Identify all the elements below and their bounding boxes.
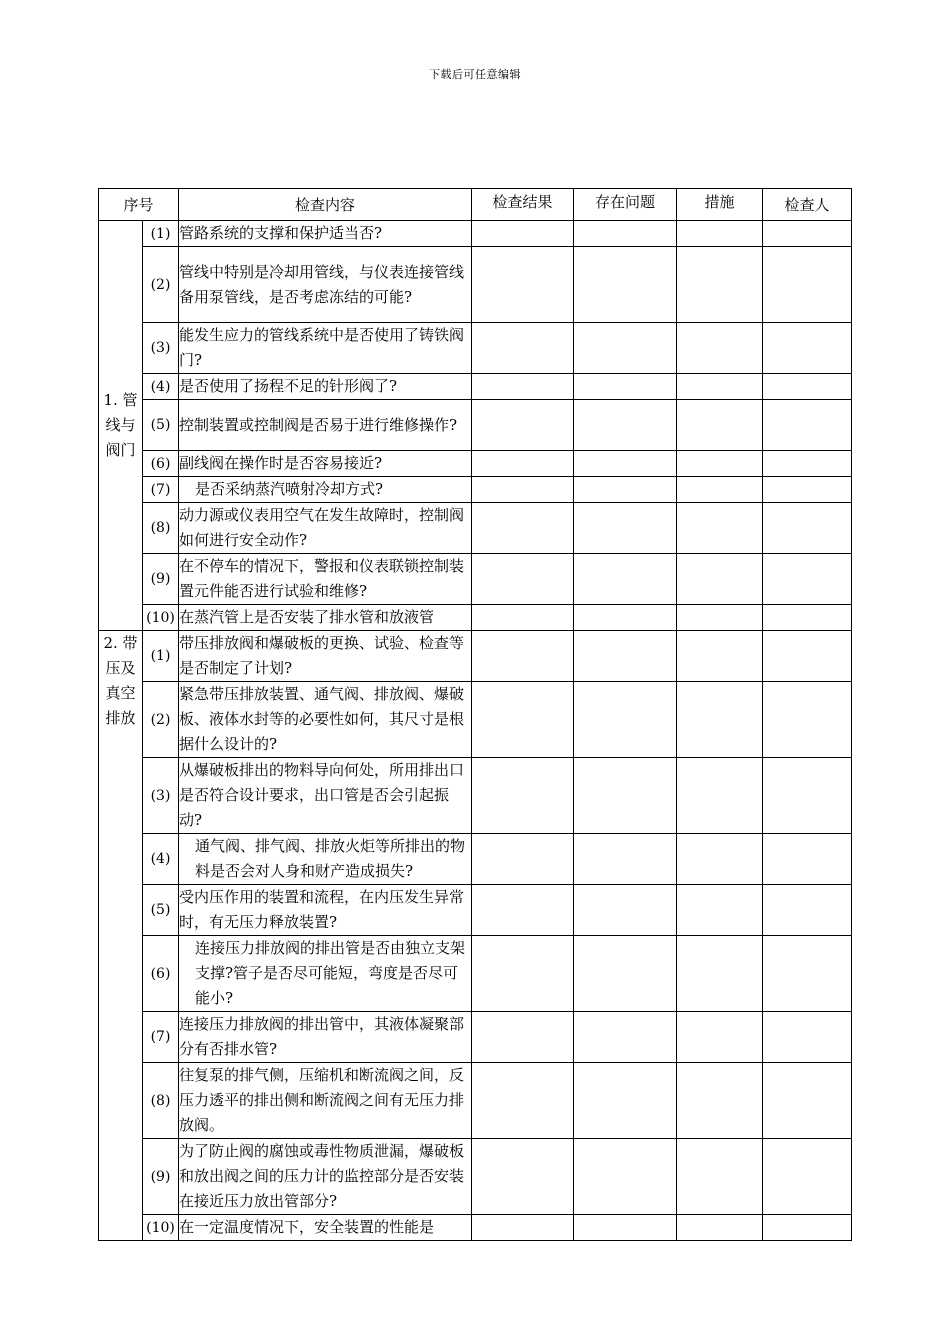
inspector-cell [763,323,852,374]
table-row [99,885,852,936]
table-row [99,503,852,554]
problem-cell [574,221,677,247]
problem-cell [574,503,677,554]
item-number: (3) [143,323,179,374]
item-content: 动力源或仪表用空气在发生故障时，控制阀如何进行安全动作? [179,503,472,554]
section-title-2: 2. 带压及真空排放 [99,631,143,1241]
result-cell [472,247,574,323]
inspector-cell [763,631,852,682]
inspector-cell [763,400,852,451]
item-number: (4) [143,374,179,400]
problem-cell [574,1215,677,1241]
item-number: (1) [143,631,179,682]
item-number: (10) [143,605,179,631]
measure-cell [677,834,763,885]
measure-cell [677,374,763,400]
header-seq: 序号 [99,189,179,221]
result-cell [472,1139,574,1215]
item-content: 控制装置或控制阀是否易于进行维修操作? [179,400,472,451]
item-number: (6) [143,936,179,1012]
header-inspector: 检查人 [763,189,852,221]
table-row [99,554,852,605]
measure-cell [677,247,763,323]
result-cell [472,1063,574,1139]
measure-cell [677,221,763,247]
measure-cell [677,1139,763,1215]
item-content: 在一定温度情况下，安全装置的性能是 [179,1215,472,1241]
item-number: (8) [143,1063,179,1139]
item-content: 管线中特别是冷却用管线，与仪表连接管线备用泵管线，是否考虑冻结的可能? [179,247,472,323]
measure-cell [677,1012,763,1063]
result-cell [472,374,574,400]
item-content: 副线阀在操作时是否容易接近? [179,451,472,477]
result-cell [472,936,574,1012]
problem-cell [574,834,677,885]
item-content: 受内压作用的装置和流程，在内压发生异常时，有无压力释放装置? [179,885,472,936]
item-content: 是否使用了扬程不足的针形阀了? [179,374,472,400]
item-number: (10) [143,1215,179,1241]
item-content: 带压排放阀和爆破板的更换、试验、检查等是否制定了计划? [179,631,472,682]
measure-cell [677,451,763,477]
item-number: (7) [143,1012,179,1063]
table-row [99,1215,852,1241]
item-number: (9) [143,1139,179,1215]
item-content: 通气阀、排气阀、排放火炬等所排出的物料是否会对人身和财产造成损失? [179,834,472,885]
inspector-cell [763,477,852,503]
inspector-cell [763,247,852,323]
measure-cell [677,885,763,936]
table-row [99,936,852,1012]
table-row [99,758,852,834]
problem-cell [574,451,677,477]
table-row [99,1063,852,1139]
table-row [99,605,852,631]
result-cell [472,885,574,936]
item-content: 为了防止阀的腐蚀或毒性物质泄漏，爆破板和放出阀之间的压力计的监控部分是否安装在接近压力放出管部分? [179,1139,472,1215]
problem-cell [574,554,677,605]
inspector-cell [763,1139,852,1215]
table-row [99,374,852,400]
table-row [99,451,852,477]
result-cell [472,1215,574,1241]
measure-cell [677,1215,763,1241]
result-cell [472,451,574,477]
table-header-row [99,189,852,221]
table-row [99,247,852,323]
item-number: (1) [143,221,179,247]
result-cell [472,554,574,605]
result-cell [472,323,574,374]
inspector-cell [763,936,852,1012]
problem-cell [574,758,677,834]
inspector-cell [763,758,852,834]
inspector-cell [763,682,852,758]
problem-cell [574,1012,677,1063]
problem-cell [574,1063,677,1139]
result-cell [472,477,574,503]
result-cell [472,758,574,834]
page-header-note: 下载后可任意编辑 [429,68,521,81]
item-number: (3) [143,758,179,834]
item-content: 紧急带压排放装置、通气阀、排放阀、爆破板、液体水封等的必要性如何，其尺寸是根据什么设计的? [179,682,472,758]
header-result: 检查结果 [472,189,574,221]
table-row [99,1139,852,1215]
inspector-cell [763,1063,852,1139]
result-cell [472,605,574,631]
inspection-checklist-table [98,188,852,1241]
inspector-cell [763,221,852,247]
item-content: 能发生应力的管线系统中是否使用了铸铁阀门? [179,323,472,374]
result-cell [472,1012,574,1063]
item-number: (7) [143,477,179,503]
inspector-cell [763,1215,852,1241]
problem-cell [574,477,677,503]
measure-cell [677,477,763,503]
problem-cell [574,605,677,631]
item-number: (9) [143,554,179,605]
item-number: (5) [143,400,179,451]
item-number: (5) [143,885,179,936]
problem-cell [574,1139,677,1215]
inspector-cell [763,1012,852,1063]
table-row [99,1012,852,1063]
table-row [99,400,852,451]
item-content: 从爆破板排出的物料导向何处，所用排出口是否符合设计要求，出口管是否会引起振动? [179,758,472,834]
item-number: (4) [143,834,179,885]
item-content: 往复泵的排气侧，压缩机和断流阀之间，反压力透平的排出侧和断流阀之间有无压力排放阀。 [179,1063,472,1139]
problem-cell [574,885,677,936]
result-cell [472,400,574,451]
item-number: (8) [143,503,179,554]
result-cell [472,631,574,682]
table-row [99,834,852,885]
measure-cell [677,605,763,631]
result-cell [472,834,574,885]
measure-cell [677,758,763,834]
measure-cell [677,503,763,554]
problem-cell [574,323,677,374]
measure-cell [677,400,763,451]
inspector-cell [763,885,852,936]
problem-cell [574,400,677,451]
inspector-cell [763,451,852,477]
problem-cell [574,374,677,400]
measure-cell [677,631,763,682]
measure-cell [677,554,763,605]
table-row [99,323,852,374]
item-content: 连接压力排放阀的排出管是否由独立支架支撑?管子是否尽可能短，弯度是否尽可能小? [179,936,472,1012]
measure-cell [677,1063,763,1139]
item-number: (2) [143,682,179,758]
item-content: 是否采纳蒸汽喷射冷却方式? [179,477,472,503]
problem-cell [574,682,677,758]
problem-cell [574,247,677,323]
table-row [99,631,852,682]
result-cell [472,682,574,758]
inspector-cell [763,503,852,554]
item-content: 管路系统的支撑和保护适当否? [179,221,472,247]
result-cell [472,221,574,247]
measure-cell [677,936,763,1012]
header-problem: 存在问题 [574,189,677,221]
problem-cell [574,631,677,682]
problem-cell [574,936,677,1012]
header-content: 检查内容 [179,189,472,221]
measure-cell [677,682,763,758]
inspector-cell [763,554,852,605]
inspector-cell [763,605,852,631]
item-content: 在不停车的情况下，警报和仪表联锁控制装置元件能否进行试验和维修? [179,554,472,605]
item-number: (2) [143,247,179,323]
item-content: 连接压力排放阀的排出管中，其液体凝聚部分有否排水管? [179,1012,472,1063]
section-title-1: 1. 管线与阀门 [99,221,143,631]
inspector-cell [763,374,852,400]
item-content: 在蒸汽管上是否安装了排水管和放液管 [179,605,472,631]
measure-cell [677,323,763,374]
table-row [99,477,852,503]
item-number: (6) [143,451,179,477]
inspector-cell [763,834,852,885]
table-row [99,682,852,758]
header-measure: 措施 [677,189,763,221]
table-row [99,221,852,247]
result-cell [472,503,574,554]
